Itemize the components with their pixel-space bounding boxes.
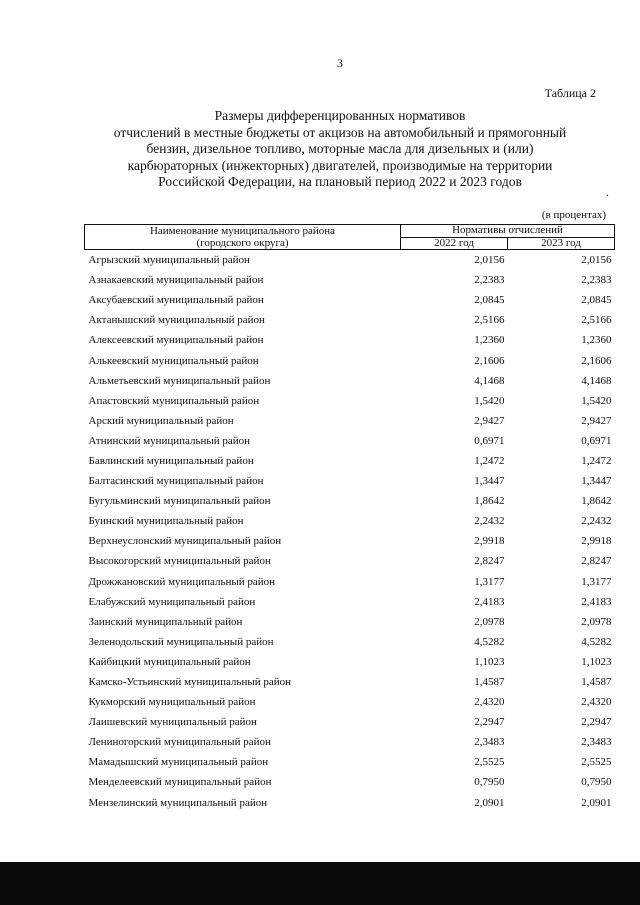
title-line: бензин, дизельное топливо, моторные масла для дизельных и (или) [146, 141, 534, 156]
value-2023: 2,3483 [581, 736, 612, 749]
value-2023: 2,2432 [581, 515, 612, 528]
value-2023: 2,1606 [581, 354, 612, 367]
value-2023: 2,0901 [581, 796, 612, 809]
district-name: Зеленодольский муниципальный район [88, 635, 274, 648]
value-2022: 1,2360 [474, 334, 505, 347]
table-row [85, 793, 615, 813]
value-2022: 4,1468 [474, 374, 505, 387]
value-2022: 2,5166 [474, 314, 505, 327]
value-2022: 4,5282 [474, 635, 505, 648]
value-2023: 1,2472 [581, 454, 612, 467]
table-row [85, 752, 615, 772]
norms-table [84, 224, 615, 813]
scan-speck: . [606, 185, 609, 199]
value-2022: 2,2947 [474, 716, 505, 729]
district-name: Высокогорский муниципальный район [88, 555, 271, 568]
district-name: Алькеевский муниципальный район [88, 354, 259, 367]
table-row [85, 431, 615, 451]
value-2022: 1,5420 [474, 394, 505, 407]
header-name-line1: Наименование муниципального района [149, 225, 336, 237]
table-header [85, 225, 615, 250]
value-2022: 2,8247 [474, 555, 505, 568]
table-row [85, 371, 615, 391]
value-2023: 1,5420 [581, 394, 612, 407]
district-name: Балтасинский муниципальный район [88, 475, 264, 488]
value-2023: 2,2947 [581, 716, 612, 729]
district-name: Елабужский муниципальный район [88, 595, 256, 608]
table-row [85, 592, 615, 612]
value-2023: 2,2383 [581, 274, 612, 287]
value-2023: 4,5282 [581, 635, 612, 648]
title-line: отчислений в местные бюджеты от акцизов на автомобильный и прямогонный [113, 124, 567, 140]
document-title [60, 108, 620, 191]
value-2023: 4,1468 [581, 374, 612, 387]
value-2022: 1,2472 [474, 454, 505, 467]
value-2022: 1,4587 [474, 676, 505, 689]
table-row [85, 250, 615, 271]
value-2023: 1,8642 [581, 495, 612, 508]
value-2023: 1,2360 [581, 334, 612, 347]
district-name: Агрызский муниципальный район [88, 254, 250, 267]
value-2023: 0,6971 [581, 434, 612, 447]
header-name-cell [85, 225, 401, 250]
value-2022: 1,3177 [474, 575, 505, 588]
district-name: Менделеевский муниципальный район [88, 776, 272, 789]
table-row [85, 290, 615, 310]
table-row [85, 692, 615, 712]
value-2022: 2,2432 [474, 515, 505, 528]
district-name: Мамадышский муниципальный район [88, 756, 269, 769]
table-row [85, 772, 615, 792]
district-name: Лаишевский муниципальный район [88, 716, 257, 729]
value-2022: 2,0845 [474, 294, 505, 307]
value-2022: 2,4183 [474, 595, 505, 608]
value-2022: 0,7950 [474, 776, 505, 789]
table-row [85, 572, 615, 592]
table-row [85, 712, 615, 732]
table-row [85, 491, 615, 511]
table-row [85, 732, 615, 752]
page-number: 3 [337, 56, 343, 70]
value-2023: 1,4587 [581, 676, 612, 689]
title-line: Размеры дифференцированных нормативов [214, 108, 466, 123]
district-name: Дрожжановский муниципальный район [88, 575, 276, 588]
table-row [85, 330, 615, 350]
district-name: Лениногорский муниципальный район [88, 736, 271, 749]
district-name: Актанышский муниципальный район [88, 314, 265, 327]
value-2023: 2,8247 [581, 555, 612, 568]
value-2022: 2,2383 [474, 274, 505, 287]
title-line: карбюраторных (инжекторных) двигателей, производимые на территории [127, 157, 553, 173]
value-2022: 1,3447 [474, 475, 505, 488]
table-row [85, 350, 615, 370]
table-row [85, 531, 615, 551]
district-name: Альметьевский муниципальный район [88, 374, 271, 387]
district-name: Азнакаевский муниципальный район [88, 274, 264, 287]
district-name: Бавлинский муниципальный район [88, 454, 254, 467]
value-2023: 2,5525 [581, 756, 612, 769]
value-2022: 2,9427 [474, 414, 505, 427]
value-2022: 0,6971 [474, 434, 505, 447]
scan-edge-bar [0, 862, 640, 905]
table-label: Таблица 2 [544, 86, 596, 100]
table-row [85, 411, 615, 431]
value-2022: 2,0156 [474, 254, 505, 267]
value-2023: 2,0978 [581, 615, 612, 628]
header-year-2022: 2022 год [401, 237, 508, 250]
value-2023: 1,1023 [581, 655, 612, 668]
district-name: Кукморский муниципальный район [88, 696, 256, 709]
district-name: Арский муниципальный район [88, 414, 234, 427]
table-row [85, 451, 615, 471]
value-2022: 2,0901 [474, 796, 505, 809]
value-2023: 2,0845 [581, 294, 612, 307]
value-2022: 2,0978 [474, 615, 505, 628]
district-name: Камско-Устьинский муниципальный район [88, 676, 292, 689]
table-row [85, 652, 615, 672]
header-name-line2: (городского округа) [196, 237, 289, 249]
table-row [85, 471, 615, 491]
district-name: Мензелинский муниципальный район [88, 796, 268, 809]
value-2022: 1,8642 [474, 495, 505, 508]
table-row [85, 310, 615, 330]
header-year-2023: 2023 год [508, 237, 615, 250]
table-row [85, 551, 615, 571]
value-2023: 2,9918 [581, 535, 612, 548]
district-name: Аксубаевский муниципальный район [88, 294, 264, 307]
table-row [85, 632, 615, 652]
district-name: Верхнеуслонский муниципальный район [88, 535, 282, 548]
title-line: Российской Федерации, на плановый период 2022 и 2023 годов [158, 174, 522, 189]
value-2023: 1,3447 [581, 475, 612, 488]
units-note: (в процентах) [541, 209, 606, 221]
value-2023: 2,4320 [581, 696, 612, 709]
value-2022: 2,4320 [474, 696, 505, 709]
table-row [85, 270, 615, 290]
value-2023: 2,0156 [581, 254, 612, 267]
value-2022: 2,9918 [474, 535, 505, 548]
header-group: Нормативы отчислений [401, 225, 615, 238]
district-name: Атнинский муниципальный район [88, 434, 251, 447]
district-name: Буинский муниципальный район [88, 515, 244, 528]
value-2023: 0,7950 [581, 776, 612, 789]
district-name: Заинский муниципальный район [88, 615, 243, 628]
value-2023: 2,5166 [581, 314, 612, 327]
table-row [85, 511, 615, 531]
value-2022: 2,3483 [474, 736, 505, 749]
table-row [85, 391, 615, 411]
table-row [85, 612, 615, 632]
district-name: Бугульминский муниципальный район [88, 495, 271, 508]
table-row [85, 672, 615, 692]
district-name: Апастовский муниципальный район [88, 394, 260, 407]
value-2023: 2,4183 [581, 595, 612, 608]
value-2022: 2,1606 [474, 354, 505, 367]
value-2023: 2,9427 [581, 414, 612, 427]
district-name: Кайбицкий муниципальный район [88, 655, 251, 668]
value-2022: 2,5525 [474, 756, 505, 769]
district-name: Алексеевский муниципальный район [88, 334, 264, 347]
value-2022: 1,1023 [474, 655, 505, 668]
value-2023: 1,3177 [581, 575, 612, 588]
table-body [85, 250, 615, 813]
